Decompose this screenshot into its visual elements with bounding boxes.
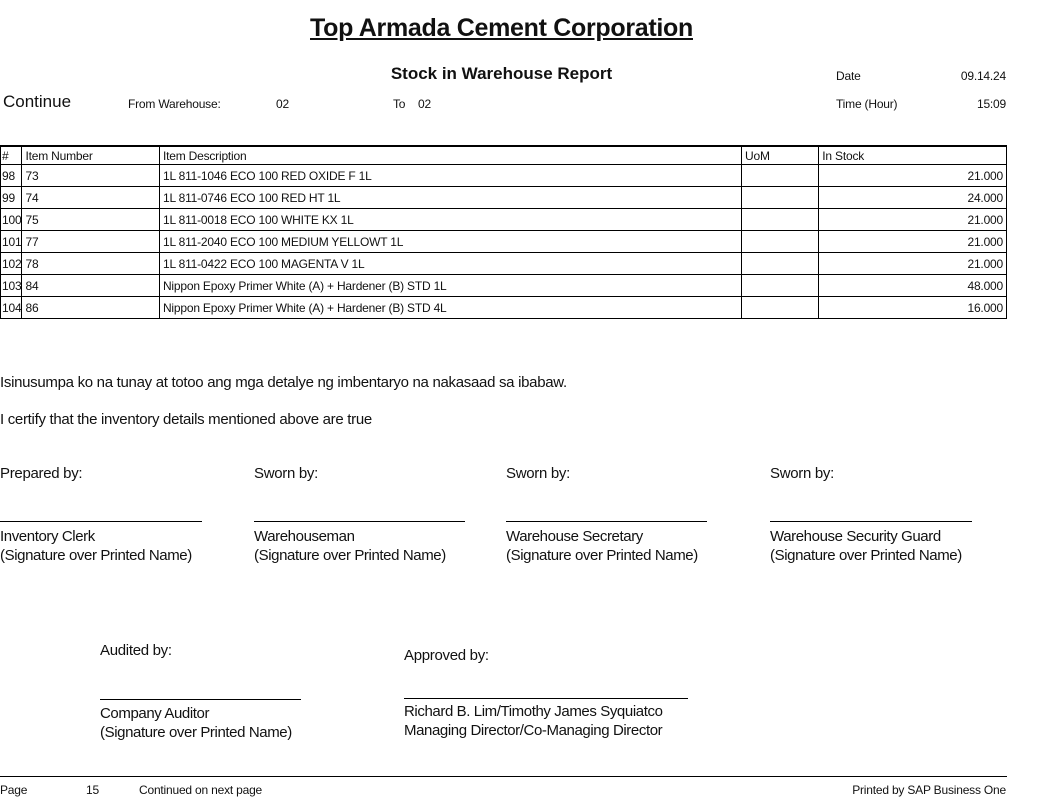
sworn-signature-line-3 [770, 521, 972, 522]
item-description: 1L 811-0746 ECO 100 RED HT 1L [159, 187, 741, 209]
in-stock: 21.000 [819, 253, 1007, 275]
prepared-by-heading: Prepared by: [0, 465, 83, 482]
page-label: Page [0, 783, 28, 797]
approved-note: Managing Director/Co-Managing Director [404, 722, 663, 739]
company-name: Top Armada Cement Corporation [310, 14, 693, 42]
prepared-role: Inventory Clerk [0, 528, 95, 545]
table-row [1, 165, 1007, 187]
in-stock: 21.000 [819, 231, 1007, 253]
row-number: 104 [1, 297, 22, 319]
table-row [1, 187, 1007, 209]
column-header-in-stock: In Stock [819, 146, 1007, 165]
stock-table [0, 145, 1007, 319]
item-description: Nippon Epoxy Primer White (A) + Hardener (B) STD 1L [159, 275, 741, 297]
time-label: Time (Hour) [836, 97, 898, 111]
in-stock: 48.000 [819, 275, 1007, 297]
table-row [1, 231, 1007, 253]
item-number: 77 [22, 231, 159, 253]
item-number: 86 [22, 297, 159, 319]
time-value: 15:09 [976, 97, 1006, 111]
item-description: 1L 811-1046 ECO 100 RED OXIDE F 1L [159, 165, 741, 187]
item-number: 84 [22, 275, 159, 297]
page-number: 15 [86, 783, 99, 797]
table-row [1, 253, 1007, 275]
row-number: 102 [1, 253, 22, 275]
printed-by: Printed by SAP Business One [852, 783, 1006, 797]
sworn-by-heading-2: Sworn by: [506, 465, 570, 482]
report-title: Stock in Warehouse Report [390, 64, 613, 83]
sworn-role-1: Warehouseman [254, 528, 355, 545]
sworn-signature-line-1 [254, 521, 465, 522]
column-header-item-number: Item Number [22, 146, 159, 165]
in-stock: 21.000 [819, 209, 1007, 231]
from-warehouse-value: 02 [276, 97, 289, 111]
sworn-by-heading-3: Sworn by: [770, 465, 834, 482]
uom [742, 275, 819, 297]
sworn-note-2: (Signature over Printed Name) [506, 547, 698, 564]
item-description: Nippon Epoxy Primer White (A) + Hardener (B) STD 4L [159, 297, 741, 319]
uom [742, 231, 819, 253]
item-description: 1L 811-0422 ECO 100 MAGENTA V 1L [159, 253, 741, 275]
in-stock: 21.000 [819, 165, 1007, 187]
from-warehouse-label: From Warehouse: [128, 97, 221, 111]
row-number: 103 [1, 275, 22, 297]
column-header-uom: UoM [742, 146, 819, 165]
uom [742, 253, 819, 275]
uom [742, 187, 819, 209]
item-number: 73 [22, 165, 159, 187]
item-number: 75 [22, 209, 159, 231]
continue-label: Continue [3, 92, 72, 111]
table-row [1, 275, 1007, 297]
date-label: Date [836, 69, 861, 83]
item-description: 1L 811-0018 ECO 100 WHITE KX 1L [159, 209, 741, 231]
row-number: 101 [1, 231, 22, 253]
audited-note: (Signature over Printed Name) [100, 724, 292, 741]
table-row [1, 209, 1007, 231]
approved-role: Richard B. Lim/Timothy James Syquiatco [404, 703, 663, 720]
row-number: 100 [1, 209, 22, 231]
sworn-by-heading-1: Sworn by: [254, 465, 318, 482]
audited-role: Company Auditor [100, 705, 210, 722]
item-number: 74 [22, 187, 159, 209]
approved-by-heading: Approved by: [404, 647, 489, 664]
table-header-row [1, 146, 1007, 165]
to-warehouse-value: 02 [418, 97, 431, 111]
item-description: 1L 811-2040 ECO 100 MEDIUM YELLOWT 1L [159, 231, 741, 253]
uom [742, 165, 819, 187]
column-header-number: # [1, 146, 22, 165]
table-row [1, 297, 1007, 319]
to-warehouse-label: To [393, 97, 406, 111]
sworn-signature-line-2 [506, 521, 707, 522]
row-number: 99 [1, 187, 22, 209]
footer-divider [0, 776, 1007, 777]
date-value: 09.14.24 [960, 69, 1006, 83]
sworn-note-1: (Signature over Printed Name) [254, 547, 446, 564]
prepared-signature-line [0, 521, 202, 522]
in-stock: 24.000 [819, 187, 1007, 209]
approved-signature-line [404, 698, 688, 699]
filipino-statement: Isinusumpa ko na tunay at totoo ang mga detalye ng imbentaryo na nakasaad sa ibabaw. [0, 374, 567, 391]
sworn-note-3: (Signature over Printed Name) [770, 547, 962, 564]
continued-note: Continued on next page [139, 783, 263, 797]
uom [742, 297, 819, 319]
uom [742, 209, 819, 231]
in-stock: 16.000 [819, 297, 1007, 319]
english-statement: I certify that the inventory details mentioned above are true [0, 411, 372, 428]
row-number: 98 [1, 165, 22, 187]
prepared-note: (Signature over Printed Name) [0, 547, 192, 564]
audited-by-heading: Audited by: [100, 642, 172, 659]
audited-signature-line [100, 699, 301, 700]
sworn-role-3: Warehouse Security Guard [770, 528, 941, 545]
item-number: 78 [22, 253, 159, 275]
column-header-item-description: Item Description [159, 146, 741, 165]
sworn-role-2: Warehouse Secretary [506, 528, 643, 545]
